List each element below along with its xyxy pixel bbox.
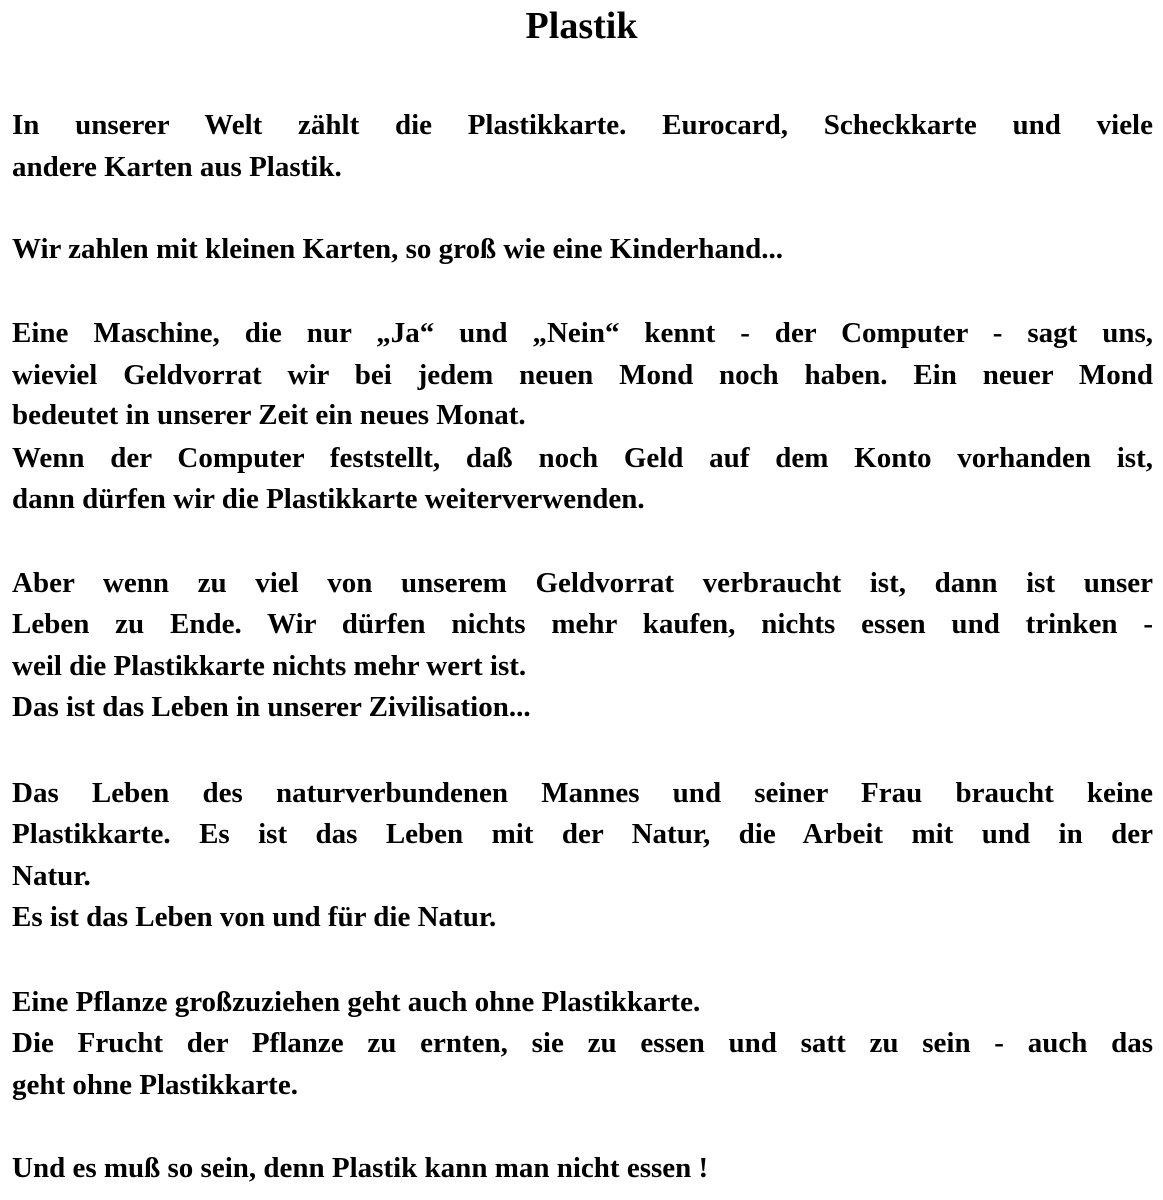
text-line: Plastikkarte. Es ist das Leben mit der Natur, die Arbeit mit und in der — [12, 818, 1153, 850]
text-line: bedeutet in unserer Zeit ein neues Monat. — [12, 399, 526, 431]
text-line: Und es muß so sein, denn Plastik kann man nicht essen ! — [12, 1152, 709, 1184]
text-line: Die Frucht der Pflanze zu ernten, sie zu essen und satt zu sein - auch das — [12, 1027, 1153, 1059]
text-line: Wir zahlen mit kleinen Karten, so groß wie eine Kinderhand... — [12, 233, 783, 265]
text-line: Eine Pflanze großzuziehen geht auch ohne Plastikkarte. — [12, 986, 701, 1018]
text-line: wieviel Geldvorrat wir bei jedem neuen Mond noch haben. Ein neuer Mond — [12, 359, 1153, 391]
text-line: Das Leben des naturverbundenen Mannes und seiner Frau braucht keine — [12, 777, 1153, 809]
page-title: Plastik — [525, 5, 638, 47]
text-line: weil die Plastikkarte nichts mehr wert ist. — [12, 650, 527, 682]
text-line: Das ist das Leben in unserer Zivilisation... — [12, 691, 531, 723]
text-line: Natur. — [12, 860, 91, 892]
text-line: geht ohne Plastikkarte. — [12, 1069, 298, 1101]
text-line: dann dürfen wir die Plastikkarte weiterverwenden. — [12, 483, 645, 515]
text-line: Eine Maschine, die nur „Ja“ und „Nein“ kennt - der Computer - sagt uns, — [12, 317, 1153, 349]
text-line: Wenn der Computer feststellt, daß noch Geld auf dem Konto vorhanden ist, — [12, 442, 1153, 474]
text-line: Es ist das Leben von und für die Natur. — [12, 901, 497, 933]
text-line: In unserer Welt zählt die Plastikkarte. Eurocard, Scheckkarte und viele — [12, 109, 1153, 141]
text-line: Aber wenn zu viel von unserem Geldvorrat verbraucht ist, dann ist unser — [12, 567, 1153, 599]
text-line: andere Karten aus Plastik. — [12, 151, 342, 183]
text-line: Leben zu Ende. Wir dürfen nichts mehr kaufen, nichts essen und trinken - — [12, 608, 1153, 640]
